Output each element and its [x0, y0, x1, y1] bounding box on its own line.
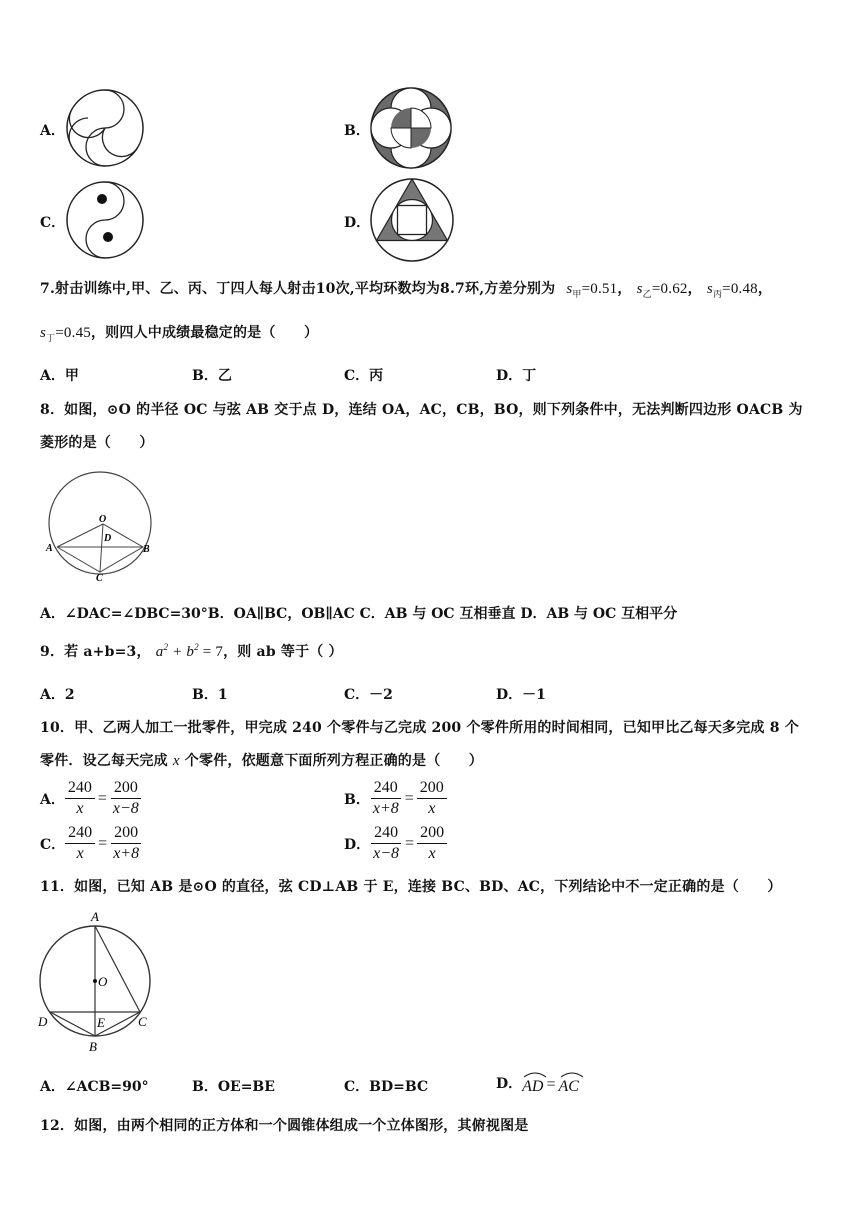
q11-option-d: D． AD = AC: [496, 1070, 579, 1096]
q6-option-b-figure: [368, 86, 454, 170]
q10-variable: x: [172, 753, 180, 769]
question-8-line2: 菱形的是（ ）: [40, 435, 154, 451]
q9-option-c: C．－2: [344, 687, 393, 703]
question-10-line1: 10．甲、乙两人加工一批零件，甲完成 240 个零件与乙完成 200 个零件所用的时间相同，已知甲比乙每天多完成 8 个: [40, 720, 799, 736]
q9-option-a: A．2: [40, 687, 75, 703]
q8-options: A．∠DAC=∠DBC=30°B．OA∥BC，OB∥AC C．AB 与 OC 互相垂直 D．AB 与 OC 互相平分: [40, 606, 678, 622]
q10-option-a: A． $\frac{240}{x}$ = $\frac{200}{x-8}$: [40, 778, 142, 819]
q11-option-a: A．∠ACB=90°: [40, 1079, 149, 1095]
q6-option-b-label: B．: [344, 123, 370, 139]
q11-circle-figure: [36, 906, 158, 1054]
question-8-line1: 8．如图，⊙O 的半径 OC 与弦 AB 交于点 D，连结 OA，AC，CB，BO，则下列条件中，无法判断四边形 OACB 为: [40, 402, 803, 418]
q6-option-d-figure: [368, 177, 456, 263]
question-11-text: 11．如图，已知 AB 是⊙O 的直径，弦 CD⊥AB 于 E，连接 BC、BD、AC，下列结论中不一定正确的是（ ）: [40, 879, 782, 895]
q6-option-a-figure: [64, 88, 146, 168]
q7-option-b: B．乙: [192, 368, 232, 384]
q7-variance-2: $s_乙=0.62$: [636, 281, 688, 299]
q7-option-d: D．丁: [496, 368, 537, 384]
q8-circle-figure: [40, 466, 158, 584]
q8-label-c: C: [96, 573, 103, 584]
q7-option-a: A．甲: [40, 368, 79, 384]
q11-arc-ad: AD: [522, 1070, 543, 1096]
question-9-text: [40, 641, 343, 661]
q7-option-c: C．丙: [344, 368, 384, 384]
q10-option-d: D． $\frac{240}{x-8}$ = $\frac{200}{x}$: [344, 823, 447, 864]
q7-variance-3: $s_丙=0.48$: [706, 281, 758, 299]
q11-option-b: B．OE=BE: [192, 1079, 275, 1095]
q6-option-c-figure: [64, 180, 146, 260]
q11-label-e: E: [97, 1015, 105, 1030]
q7-stem: 7.射击训练中,甲、乙、丙、丁四人每人射击10次,平均环数均为8.7环,方差分别为: [40, 281, 556, 297]
q9-suffix: ，则 ab 等于（ ）: [223, 644, 343, 660]
q9-option-b: B．1: [192, 687, 228, 703]
q11-option-c: C．BD=BC: [344, 1079, 429, 1095]
q7-variance-1: $s_甲=0.51$: [566, 281, 618, 299]
question-10-line2: 零件．设乙每天完成 x 个零件，依题意下面所列方程正确的是（ ）: [40, 753, 484, 769]
q10-option-c: C． $\frac{240}{x}$ = $\frac{200}{x+8}$: [40, 823, 142, 864]
q8-label-a: A: [46, 543, 53, 554]
q8-label-o: O: [99, 514, 107, 525]
q7-tail: ，则四人中成绩最稳定的是（ ）: [90, 325, 319, 341]
q8-label-d: D: [104, 533, 112, 544]
q11-arc-ac: AC: [559, 1070, 579, 1096]
q6-option-c-label: C．: [40, 215, 66, 231]
q11-label-b: B: [89, 1039, 97, 1054]
q11-label-o: O: [98, 974, 108, 989]
q7-variance-4: $s_丁=0.45$: [40, 325, 91, 343]
q6-option-d-label: D．: [344, 215, 371, 231]
question-12-text: 12．如图，由两个相同的正方体和一个圆锥体组成一个立体图形，其俯视图是: [40, 1118, 529, 1134]
q9-prefix: 9．若 a+b=3，: [40, 644, 151, 660]
q8-label-b: B: [143, 544, 150, 555]
q9-equation: $a^2 + b^2 = 7$: [155, 642, 224, 660]
q6-option-a-label: A．: [40, 123, 65, 139]
q11-label-a: A: [91, 909, 99, 924]
question-7-text: 7.射击训练中,甲、乙、丙、丁四人每人射击10次,平均环数均为8.7环,方差分别为 $s_甲=0.51$， $s_乙=0.62$， $s_丙=0.48$，: [40, 281, 773, 299]
q11-label-c: C: [138, 1014, 147, 1029]
question-7-line2: [40, 322, 318, 344]
q11-label-d: D: [38, 1014, 48, 1029]
q9-option-d: D．－1: [496, 687, 546, 703]
q10-option-b: B． $\frac{240}{x+8}$ = $\frac{200}{x}$: [344, 778, 447, 819]
